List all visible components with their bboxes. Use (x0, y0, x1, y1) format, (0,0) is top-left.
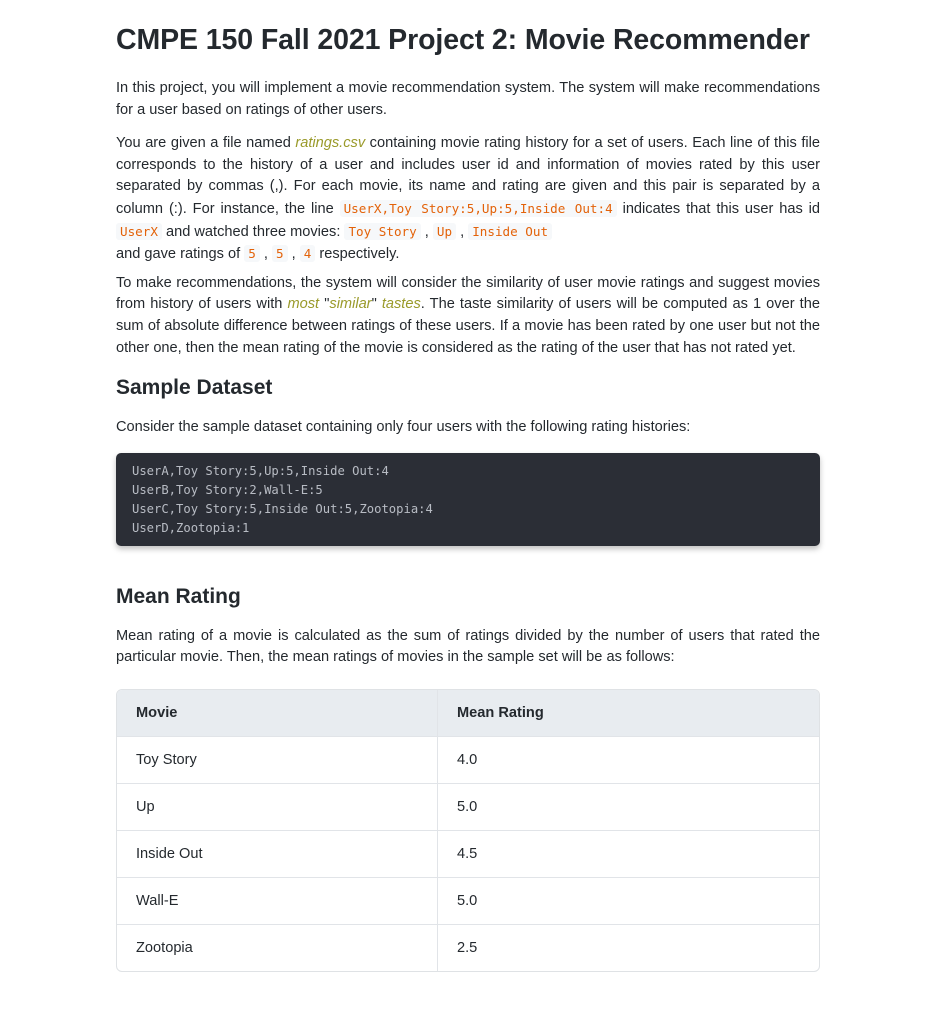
table-row (117, 736, 819, 783)
column-header-mean-rating: Mean Rating (437, 690, 819, 736)
emphasis-most: most (287, 296, 320, 313)
rating-cell: 2.5 (437, 924, 819, 971)
inline-code-rating: 4 (300, 245, 316, 262)
inline-code-movie: Inside Out (468, 223, 552, 240)
emphasis-tastes: tastes (381, 296, 421, 313)
sample-dataset-heading: Sample Dataset (116, 376, 273, 400)
table-row (117, 924, 819, 971)
movie-cell: Zootopia (117, 924, 437, 971)
sample-dataset-text: Consider the sample dataset containing only four users with the following rating histories: (116, 419, 691, 436)
code-line: UserA,Toy Story:5,Up:5,Inside Out:4 (132, 463, 389, 478)
table-row (117, 783, 819, 830)
similarity-paragraph (116, 273, 820, 359)
text-span: containing movie rating history for a set of users. Each line of this file corresponds to the history of a user and includes user id and information of movies rated by this user separated by commas (,). For each movie, its name and rating are given and this pair is separated by a column (:). For instance, the line (116, 135, 820, 217)
text-span: , (259, 246, 272, 263)
code-line: UserD,Zootopia:1 (132, 520, 250, 535)
text-span: and gave ratings of (116, 246, 245, 263)
text-span: indicates that this user has id (616, 200, 821, 217)
table-row (117, 830, 819, 877)
sample-dataset-code-block (116, 453, 820, 546)
movie-cell: Inside Out (117, 830, 437, 877)
text-span: , (287, 246, 300, 263)
rating-cell: 4.5 (437, 830, 819, 877)
inline-code-example-line: UserX,Toy Story:5,Up:5,Inside Out:4 (340, 200, 617, 217)
inline-code-rating: 5 (272, 245, 288, 262)
page-title: CMPE 150 Fall 2021 Project 2: Movie Recommender (116, 24, 810, 56)
rating-cell: 5.0 (437, 783, 819, 830)
ratings-file-paragraph (116, 133, 820, 266)
movie-cell: Toy Story (117, 736, 437, 783)
text-span: You are given a file named (116, 135, 296, 152)
text-span: , (456, 223, 469, 240)
table-row (117, 877, 819, 924)
text-span: To make recommendations, the system will consider the similarity of user movie ratings and suggest movies from history of users with (116, 274, 820, 313)
rating-cell: 4.0 (437, 736, 819, 783)
text-span: " (371, 296, 382, 313)
movie-cell: Wall-E (117, 877, 437, 924)
text-span: , (420, 223, 433, 240)
movie-cell: Up (117, 783, 437, 830)
intro-paragraph: In this project, you will implement a movie recommendation system. The system will make recommendations for a user based on ratings of other users. (116, 80, 820, 118)
text-span: respectively. (315, 246, 400, 263)
inline-code-movie: Toy Story (344, 223, 420, 240)
emphasis-similar: similar (329, 296, 372, 313)
table-header-row (117, 690, 819, 736)
mean-rating-text: Mean rating of a movie is calculated as the sum of ratings divided by the number of users that rated the particular movie. Then, the mean ratings of movies in the sample set will be as follows: (116, 627, 820, 666)
inline-code-user-id: UserX (116, 223, 162, 240)
rating-cell: 5.0 (437, 877, 819, 924)
mean-rating-table (116, 689, 820, 972)
mean-rating-heading: Mean Rating (116, 584, 241, 608)
ratings-file-name: ratings.csv (295, 135, 366, 152)
inline-code-movie: Up (433, 223, 456, 240)
inline-code-rating: 5 (244, 245, 260, 262)
text-span: and watched three movies: (161, 223, 345, 240)
code-line: UserC,Toy Story:5,Inside Out:5,Zootopia:4 (132, 501, 433, 516)
code-line: UserB,Toy Story:2,Wall-E:5 (132, 482, 323, 497)
column-header-movie: Movie (117, 690, 437, 736)
text-span: " (319, 296, 330, 313)
text-span: . The taste similarity of users will be computed as 1 over the sum of absolute difference between ratings of these users. If a movie has been rated by one user but not the other one, then the mean rating of the movie is considered as the rating of the user that has not rated yet. (116, 296, 820, 356)
